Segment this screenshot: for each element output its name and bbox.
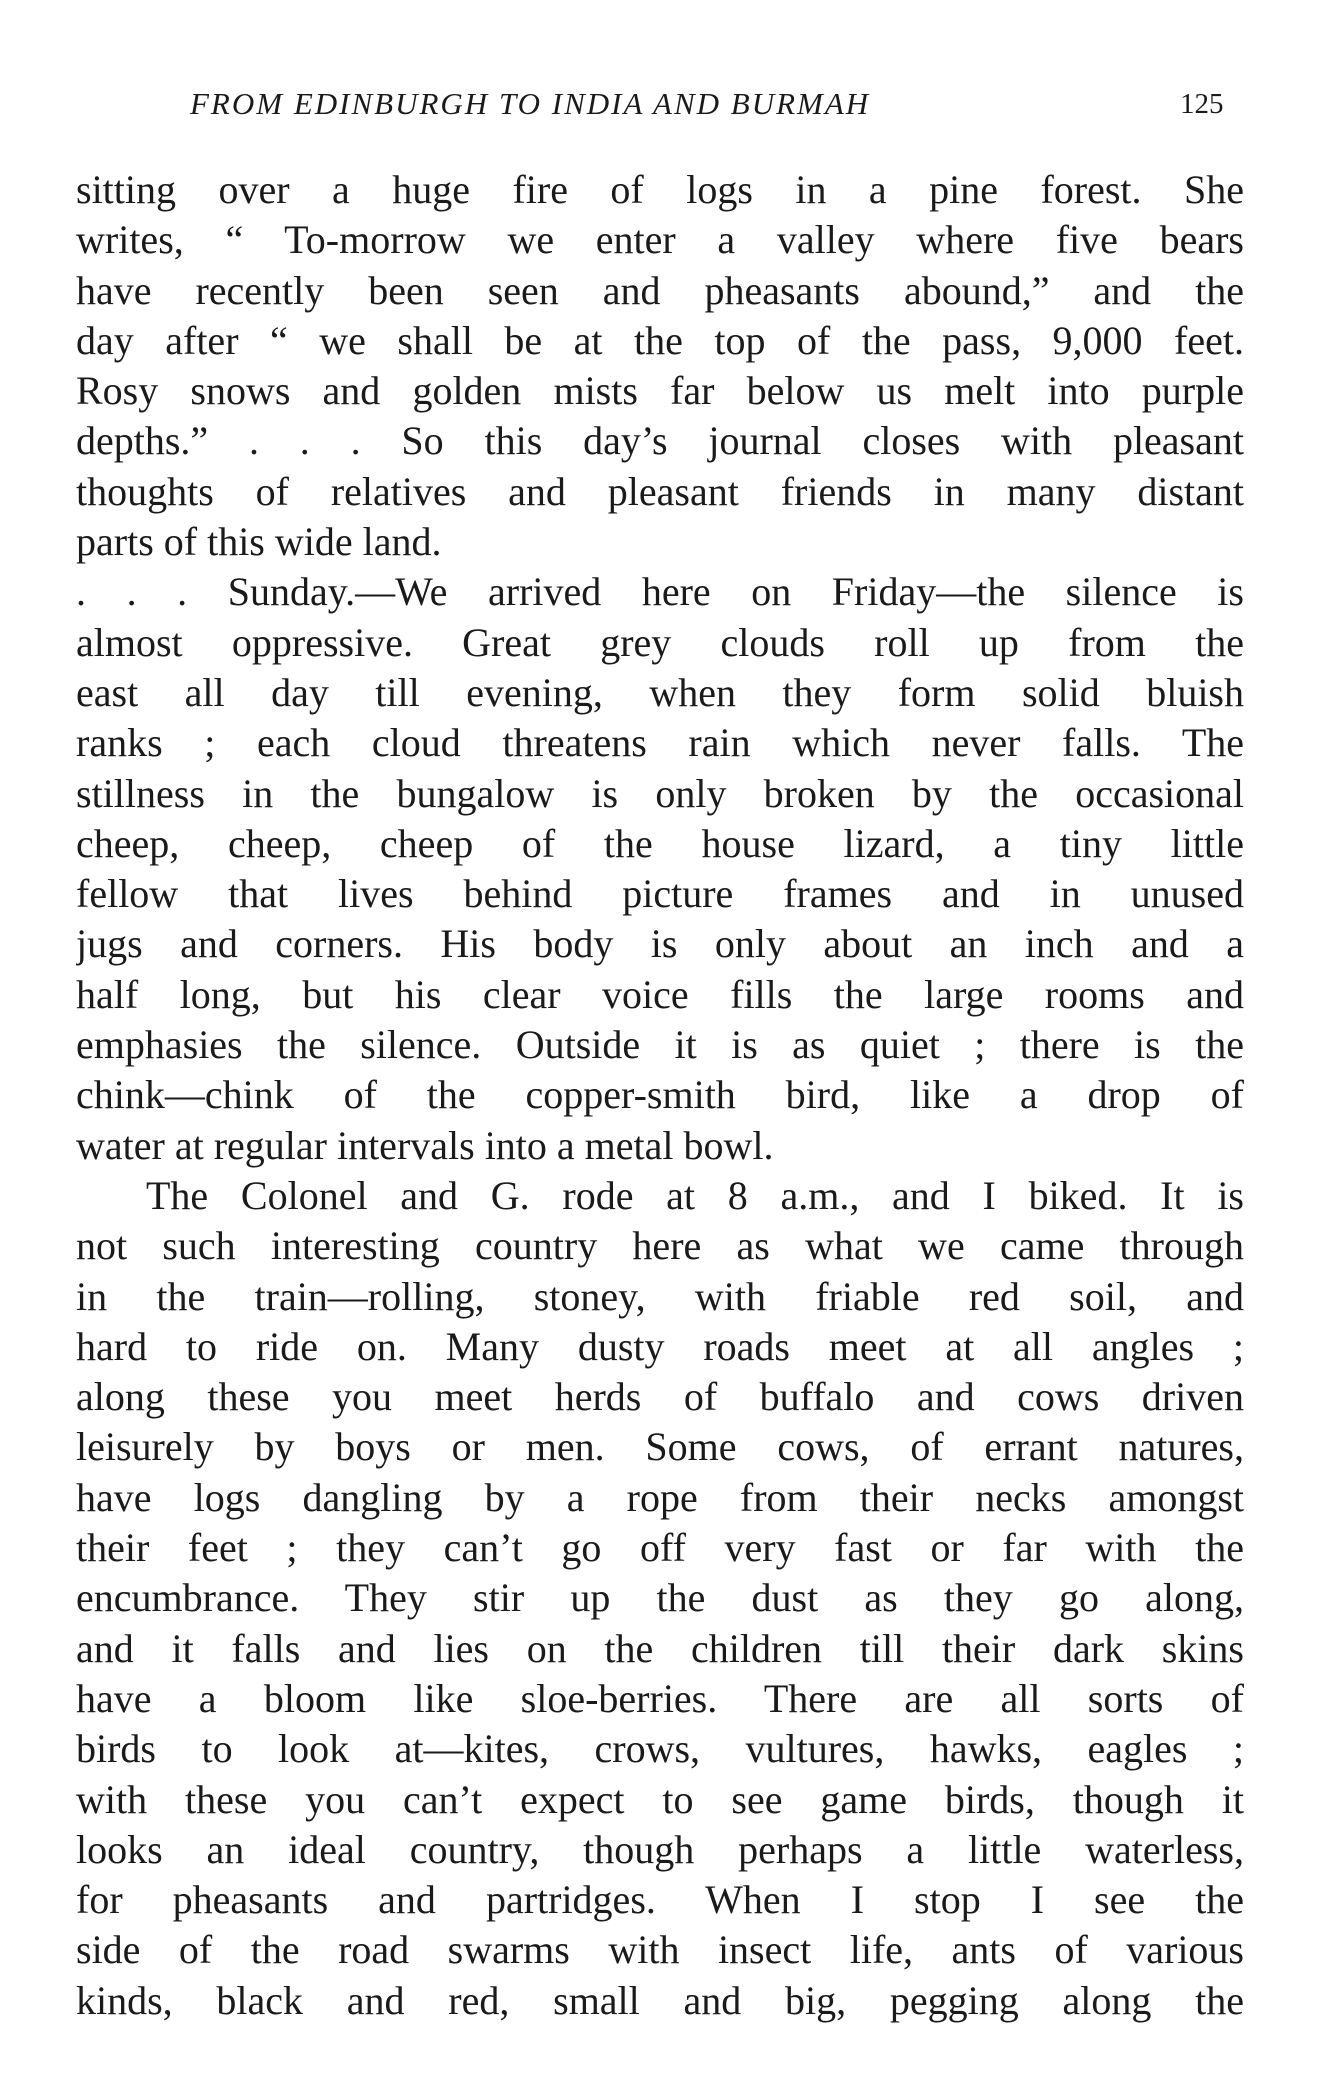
text-line: and it falls and lies on the children till their dark skins xyxy=(76,1625,1244,1671)
body-text xyxy=(76,165,1244,2026)
running-title: FROM EDINBURGH TO INDIA AND BURMAH xyxy=(190,86,871,121)
text-line: with these you can’t expect to see game birds, though it xyxy=(76,1776,1244,1822)
text-line: along these you meet herds of buffalo and cows driven xyxy=(76,1374,1244,1420)
text-line: parts of this wide land. xyxy=(76,519,442,565)
running-head xyxy=(0,86,1324,126)
text-line: . . . Sunday.—We arrived here on Friday—the silence is xyxy=(76,569,1244,615)
text-line: water at regular intervals into a metal bowl. xyxy=(76,1122,774,1168)
text-line: emphasies the silence. Outside it is as quiet ; there is the xyxy=(76,1022,1244,1068)
text-line: sitting over a huge fire of logs in a pine forest. She xyxy=(76,167,1244,212)
text-line: have logs dangling by a rope from their necks amongst xyxy=(76,1474,1244,1520)
text-line: kinds, black and red, small and big, pegging along the xyxy=(76,1977,1244,2023)
text-line: encumbrance. They stir up the dust as they go along, xyxy=(76,1575,1244,1621)
text-line: depths.” . . . So this day’s journal closes with pleasant xyxy=(76,418,1244,464)
text-line: Rosy snows and golden mists far below us melt into purple xyxy=(76,368,1244,414)
text-line: have recently been seen and pheasants abound,” and the xyxy=(76,267,1244,313)
text-line: looks an ideal country, though perhaps a little waterless, xyxy=(76,1826,1244,1872)
text-line: thoughts of relatives and pleasant friends in many distant xyxy=(76,468,1244,514)
text-line: birds to look at—kites, crows, vultures, hawks, eagles ; xyxy=(76,1726,1244,1772)
text-line: not such interesting country here as what we came through xyxy=(76,1223,1244,1269)
text-line: in the train—rolling, stoney, with friable red soil, and xyxy=(76,1273,1244,1319)
text-line: for pheasants and partridges. When I stop I see the xyxy=(76,1877,1244,1923)
text-line: half long, but his clear voice fills the large rooms and xyxy=(76,971,1244,1017)
text-line: east all day till evening, when they form solid bluish xyxy=(76,669,1244,715)
text-line: side of the road swarms with insect life, ants of various xyxy=(76,1927,1244,1973)
page-number: 125 xyxy=(1180,88,1224,120)
text-line: day after “ we shall be at the top of the pass, 9,000 feet. xyxy=(76,317,1244,363)
text-line: cheep, cheep, cheep of the house lizard, a tiny little xyxy=(76,820,1244,866)
text-line: hard to ride on. Many dusty roads meet at all angles ; xyxy=(76,1323,1244,1369)
text-line: jugs and corners. His body is only about an inch and a xyxy=(76,921,1244,967)
text-line: their feet ; they can’t go off very fast or far with the xyxy=(76,1525,1244,1571)
text-line: ranks ; each cloud threatens rain which never falls. The xyxy=(76,720,1244,766)
text-line: The Colonel and G. rode at 8 a.m., and I biked. It is xyxy=(146,1172,1244,1218)
text-line: chink—chink of the copper-smith bird, like a drop of xyxy=(76,1072,1244,1118)
text-line: have a bloom like sloe-berries. There are all sorts of xyxy=(76,1675,1244,1721)
text-line: almost oppressive. Great grey clouds roll up from the xyxy=(76,619,1244,665)
text-line: leisurely by boys or men. Some cows, of errant natures, xyxy=(76,1424,1244,1470)
text-line: fellow that lives behind picture frames and in unused xyxy=(76,871,1244,917)
text-line: writes, “ To-morrow we enter a valley where five bears xyxy=(76,217,1244,263)
text-line: stillness in the bungalow is only broken by the occasional xyxy=(76,770,1244,816)
